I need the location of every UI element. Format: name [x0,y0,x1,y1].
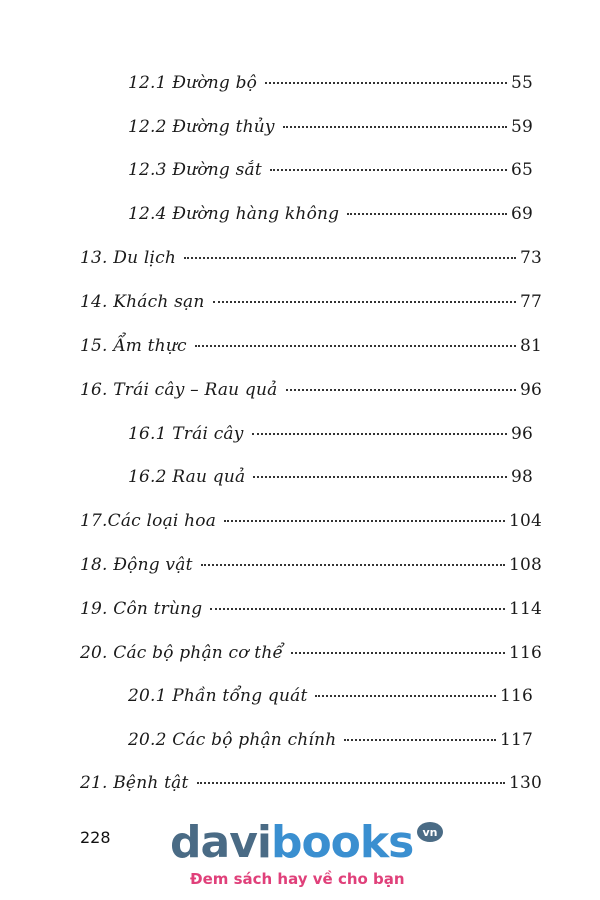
toc-entry-title: 18. Động vật [80,555,193,575]
brand-name-part1: davi [170,817,271,868]
toc-entry-title: 20.2 Các bộ phận chính [128,730,337,750]
toc-entry-title: 16. Trái cây – Rau quả [80,380,278,400]
toc-entry-title: 21. Bệnh tật [80,773,189,793]
dot-leader [291,652,505,654]
toc-entry [80,773,542,803]
toc-entry-title: 16.1 Trái cây [128,424,244,444]
dot-leader [195,345,516,347]
dot-leader [213,301,516,303]
dot-leader [253,476,507,478]
toc-entry-page: 114 [508,599,542,619]
dot-leader [286,389,516,391]
dot-leader [347,213,507,215]
page-number: 228 [80,828,111,847]
dot-leader [283,126,507,128]
toc-entry [80,555,542,585]
toc-entry [80,292,542,322]
toc-entry-page: 81 [519,336,542,356]
brand-tagline: Đem sách hay về cho bạn [190,870,405,888]
toc-entry-title: 15. Ẩm thực [80,336,187,356]
toc-entry-page: 96 [519,380,542,400]
brand-watermark [165,818,465,893]
toc-entry [80,380,542,410]
toc-entry [80,643,542,673]
toc-entry-title: 12.3 Đường sắt [128,160,262,180]
toc-entry [128,730,533,760]
toc-entry-page: 96 [510,424,533,444]
toc-entry-title: 20.1 Phần tổng quát [128,686,308,706]
toc-entry-page: 116 [508,643,542,663]
toc-entry [128,424,533,454]
dot-leader [315,695,495,697]
toc-entry-title: 12.4 Đường hàng không [128,204,340,224]
dot-leader [265,82,507,84]
toc-entry-page: 77 [519,292,542,312]
toc-entry [128,686,533,716]
toc-entry-title: 12.2 Đường thủy [128,117,275,137]
toc-entry-page: 73 [519,248,542,268]
toc-entry-title: 19. Côn trùng [80,599,203,619]
toc-entry-title: 17.Các loại hoa [80,511,217,531]
toc-entry-page: 69 [510,204,533,224]
toc-entry-page: 65 [510,160,533,180]
toc-entry [128,204,533,234]
toc-entry-page: 59 [510,117,533,137]
dot-leader [184,257,516,259]
toc-entry-title: 12.1 Đường bộ [128,73,258,93]
toc-entry-title: 13. Du lịch [80,248,176,268]
dot-leader [201,564,505,566]
dot-leader [197,782,505,784]
dot-leader [224,520,505,522]
toc-entry [80,599,542,629]
toc-entry-page: 108 [508,555,542,575]
brand-name-part2: books [270,817,414,868]
dot-leader [210,608,505,610]
toc-entry [80,511,542,541]
toc-entry [128,117,533,147]
dot-leader [270,169,507,171]
toc-entry [128,467,533,497]
toc-entry [128,160,533,190]
toc-entry-page: 98 [510,467,533,487]
toc-entry-page: 117 [499,730,533,750]
dot-leader [252,433,507,435]
toc-entry-page: 116 [499,686,533,706]
toc-entry [80,248,542,278]
toc-entry-page: 55 [510,73,533,93]
brand-logo [170,818,413,868]
toc-entry-page: 130 [508,773,542,793]
brand-vn-badge: vn [417,822,443,842]
dot-leader [344,739,496,741]
toc-entry-title: 20. Các bộ phận cơ thể [80,643,284,663]
toc-entry-title: 14. Khách sạn [80,292,205,312]
toc-entry-page: 104 [508,511,542,531]
toc-entry [80,336,542,366]
toc-entry [128,73,533,103]
toc-entry-title: 16.2 Rau quả [128,467,246,487]
